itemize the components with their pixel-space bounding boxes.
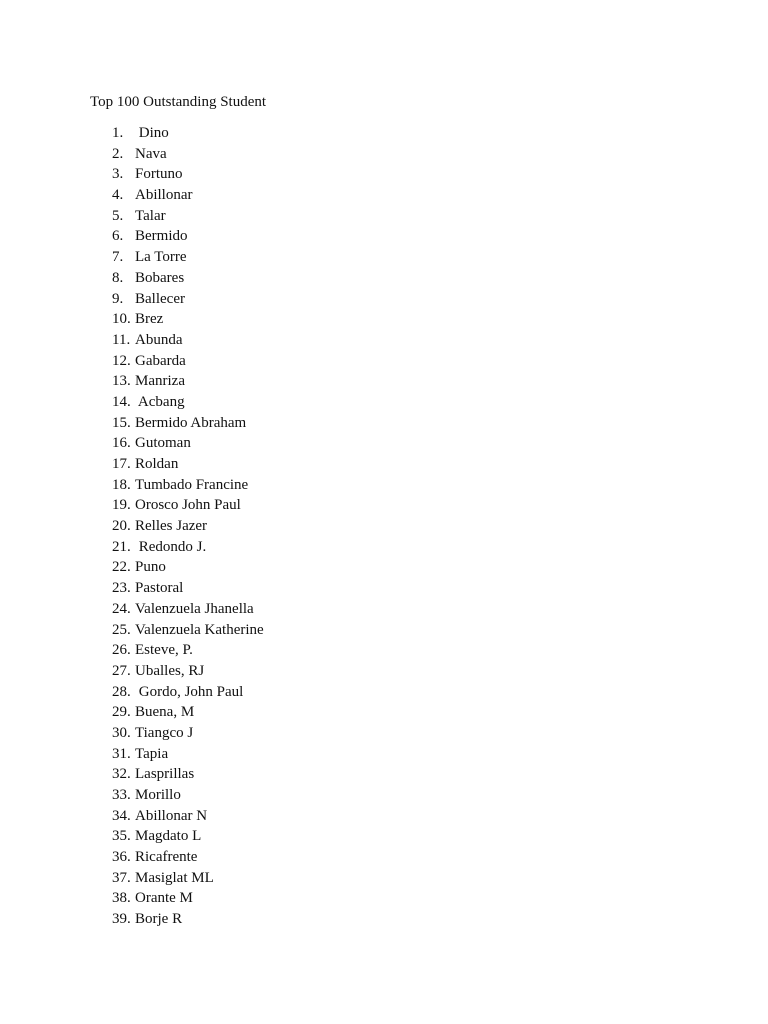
list-item-number: 29.	[112, 704, 131, 721]
list-item-number: 8.	[112, 269, 124, 286]
list-item	[112, 123, 264, 144]
list-item-name: Valenzuela Jhanella	[135, 600, 254, 617]
list-item	[112, 847, 264, 868]
list-item	[112, 164, 264, 185]
list-item-name: Bobares	[135, 269, 185, 286]
list-item	[112, 144, 264, 165]
list-item-name: Magdato L	[135, 828, 202, 845]
list-item-name: Tapia	[135, 745, 169, 762]
list-item-number: 11.	[112, 331, 131, 348]
list-item	[112, 309, 264, 330]
list-item-number: 35.	[112, 828, 131, 845]
list-item-number: 6.	[112, 228, 124, 245]
list-item-number: 32.	[112, 766, 131, 783]
list-item-number: 10.	[112, 311, 131, 328]
list-item	[112, 640, 264, 661]
list-item-number: 15.	[112, 414, 131, 431]
list-item	[112, 413, 264, 434]
list-item-number: 27.	[112, 662, 131, 679]
list-item-number: 18.	[112, 476, 131, 493]
list-item-number: 21.	[112, 538, 131, 555]
list-item-name: Morillo	[135, 787, 181, 803]
list-item	[112, 764, 264, 785]
list-item-name: Uballes, RJ	[135, 662, 205, 679]
list-item-name: Nava	[135, 145, 167, 162]
list-item-name: Lasprillas	[135, 766, 195, 783]
list-item	[112, 785, 264, 806]
list-item-name: Ricafrente	[135, 849, 198, 866]
list-item-number: 23.	[112, 580, 131, 597]
list-item-name: Abunda	[135, 331, 183, 348]
list-item-name: Brez	[135, 311, 164, 328]
list-item-number: 39.	[112, 911, 131, 928]
list-item-name: Abillonar	[135, 187, 193, 204]
list-item-number: 20.	[112, 518, 131, 535]
list-item	[112, 206, 264, 227]
list-item	[112, 599, 264, 620]
list-item-number: 33.	[112, 787, 131, 803]
list-item-name: Buena, M	[135, 704, 195, 721]
list-item	[112, 185, 264, 206]
list-item	[112, 578, 264, 599]
list-item	[112, 702, 264, 723]
list-item-number: 12.	[112, 352, 131, 369]
list-item	[112, 723, 264, 744]
list-item-number: 24.	[112, 600, 131, 617]
list-item	[112, 371, 264, 392]
list-item-number: 16.	[112, 435, 131, 452]
list-item-name: La Torre	[135, 249, 187, 266]
list-item-name: Tumbado Francine	[135, 476, 249, 493]
list-item-number: 34.	[112, 807, 131, 824]
document-title: Top 100 Outstanding Student	[90, 94, 267, 110]
list-item	[112, 826, 264, 847]
list-item-name: Redondo J.	[135, 538, 207, 555]
list-item	[112, 392, 264, 413]
list-item-name: Acbang	[135, 393, 185, 410]
list-item-number: 13.	[112, 373, 131, 390]
list-item-name: Esteve, P.	[135, 642, 193, 659]
list-item-number: 1.	[112, 125, 124, 141]
list-item	[112, 475, 264, 496]
list-item	[112, 289, 264, 310]
list-item-name: Talar	[135, 207, 166, 224]
list-item-number: 19.	[112, 497, 131, 514]
list-item-name: Tiangco J	[135, 724, 194, 741]
list-item-number: 31.	[112, 745, 131, 762]
list-item	[112, 516, 264, 537]
list-item-name: Roldan	[135, 456, 179, 472]
list-item-name: Fortuno	[135, 166, 183, 183]
list-item	[112, 330, 264, 351]
list-item-number: 22.	[112, 559, 131, 576]
list-item-name: Dino	[135, 125, 169, 141]
list-item-number: 14.	[112, 393, 131, 410]
list-item-number: 3.	[112, 166, 124, 183]
list-item-name: Orosco John Paul	[135, 497, 241, 514]
list-item-name: Relles Jazer	[135, 518, 208, 535]
list-item	[112, 620, 264, 641]
list-item-number: 17.	[112, 456, 131, 472]
list-item-number: 28.	[112, 683, 131, 700]
list-item-name: Abillonar N	[135, 807, 208, 824]
list-item	[112, 454, 264, 475]
list-item-name: Pastoral	[135, 580, 184, 597]
list-item	[112, 557, 264, 578]
list-item-name: Masiglat ML	[135, 869, 214, 886]
list-item	[112, 433, 264, 454]
list-item-number: 26.	[112, 642, 131, 659]
list-item-name: Gutoman	[135, 435, 191, 452]
list-item	[112, 909, 264, 930]
list-item-number: 25.	[112, 621, 131, 638]
list-item	[112, 268, 264, 289]
list-item	[112, 744, 264, 765]
list-item	[112, 806, 264, 827]
list-item-name: Orante M	[135, 890, 193, 907]
list-item	[112, 661, 264, 682]
list-item-name: Manriza	[135, 373, 185, 390]
list-item	[112, 247, 264, 268]
list-item-number: 7.	[112, 249, 124, 266]
list-item-name: Valenzuela Katherine	[135, 621, 264, 638]
list-item-name: Gabarda	[135, 352, 186, 369]
list-item-number: 5.	[112, 207, 124, 224]
list-item-name: Bermido Abraham	[135, 414, 247, 431]
list-item-number: 2.	[112, 145, 124, 162]
list-item-number: 9.	[112, 290, 124, 307]
student-list	[112, 123, 264, 930]
list-item	[112, 495, 264, 516]
list-item-name: Ballecer	[135, 290, 185, 307]
list-item-name: Borje R	[135, 911, 183, 928]
list-item-number: 30.	[112, 724, 131, 741]
list-item-number: 36.	[112, 849, 131, 866]
list-item	[112, 226, 264, 247]
list-item-number: 37.	[112, 869, 131, 886]
list-item-name: Bermido	[135, 228, 188, 245]
list-item	[112, 888, 264, 909]
list-item	[112, 682, 264, 703]
list-item-number: 4.	[112, 187, 124, 204]
list-item	[112, 351, 264, 372]
list-item-number: 38.	[112, 890, 131, 907]
list-item-name: Puno	[135, 559, 166, 576]
list-item	[112, 537, 264, 558]
list-item	[112, 868, 264, 889]
list-item-name: Gordo, John Paul	[135, 683, 244, 700]
